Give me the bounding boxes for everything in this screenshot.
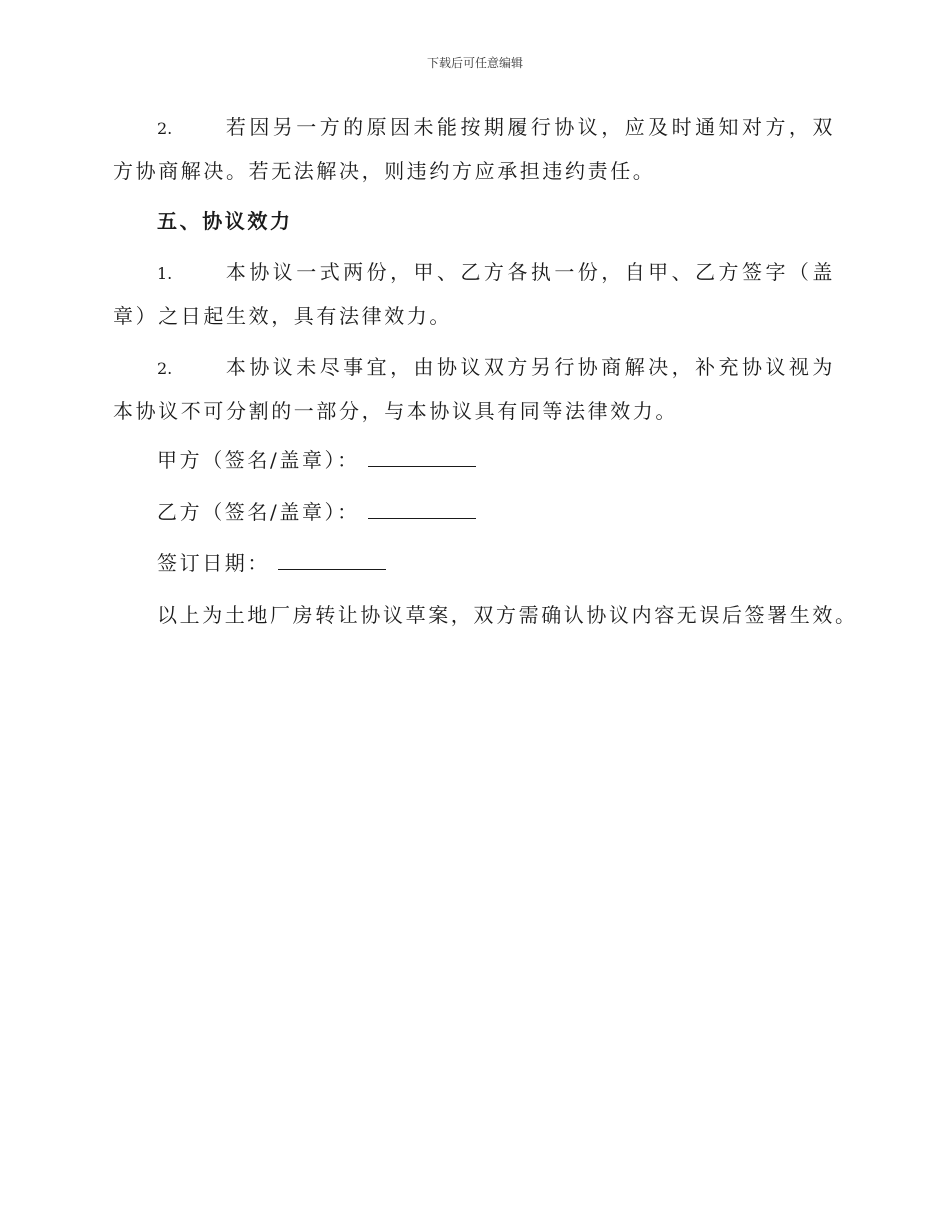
date-blank — [278, 547, 386, 570]
clause-5-2 — [113, 346, 835, 432]
clause-5-1 — [113, 251, 835, 337]
clause-4-2 — [113, 106, 835, 192]
party-b-signature — [157, 491, 476, 533]
clause-number: 1. — [157, 264, 173, 283]
party-a-label: 甲方（签名/盖章）： — [157, 448, 360, 472]
party-b-label: 乙方（签名/盖章）： — [157, 500, 360, 524]
clause-number: 2. — [157, 359, 173, 378]
clause-text: 本协议一式两份，甲、乙方各执一份，自甲、乙方签字（盖章）之日起生效，具有法律效力。 — [113, 260, 835, 328]
closing-note: 以上为土地厂房转让协议草案，双方需确认协议内容无误后签署生效。 — [157, 603, 858, 627]
signing-date — [157, 542, 386, 584]
clause-number: 2. — [157, 119, 173, 138]
clause-text: 本协议未尽事宜，由协议双方另行协商解决，补充协议视为本协议不可分割的一部分，与本协议具有同等法律效力。 — [113, 355, 835, 423]
party-a-signature — [157, 439, 476, 481]
page-header: 下载后可任意编辑 — [426, 56, 523, 70]
section-title: 五、协议效力 — [157, 209, 293, 233]
clause-text: 若因另一方的原因未能按期履行协议，应及时通知对方，双方协商解决。若无法解决，则违约方应承担违约责任。 — [113, 115, 835, 183]
party-a-signature-blank — [368, 444, 476, 467]
party-b-signature-blank — [368, 496, 476, 519]
date-label: 签订日期： — [157, 551, 270, 575]
